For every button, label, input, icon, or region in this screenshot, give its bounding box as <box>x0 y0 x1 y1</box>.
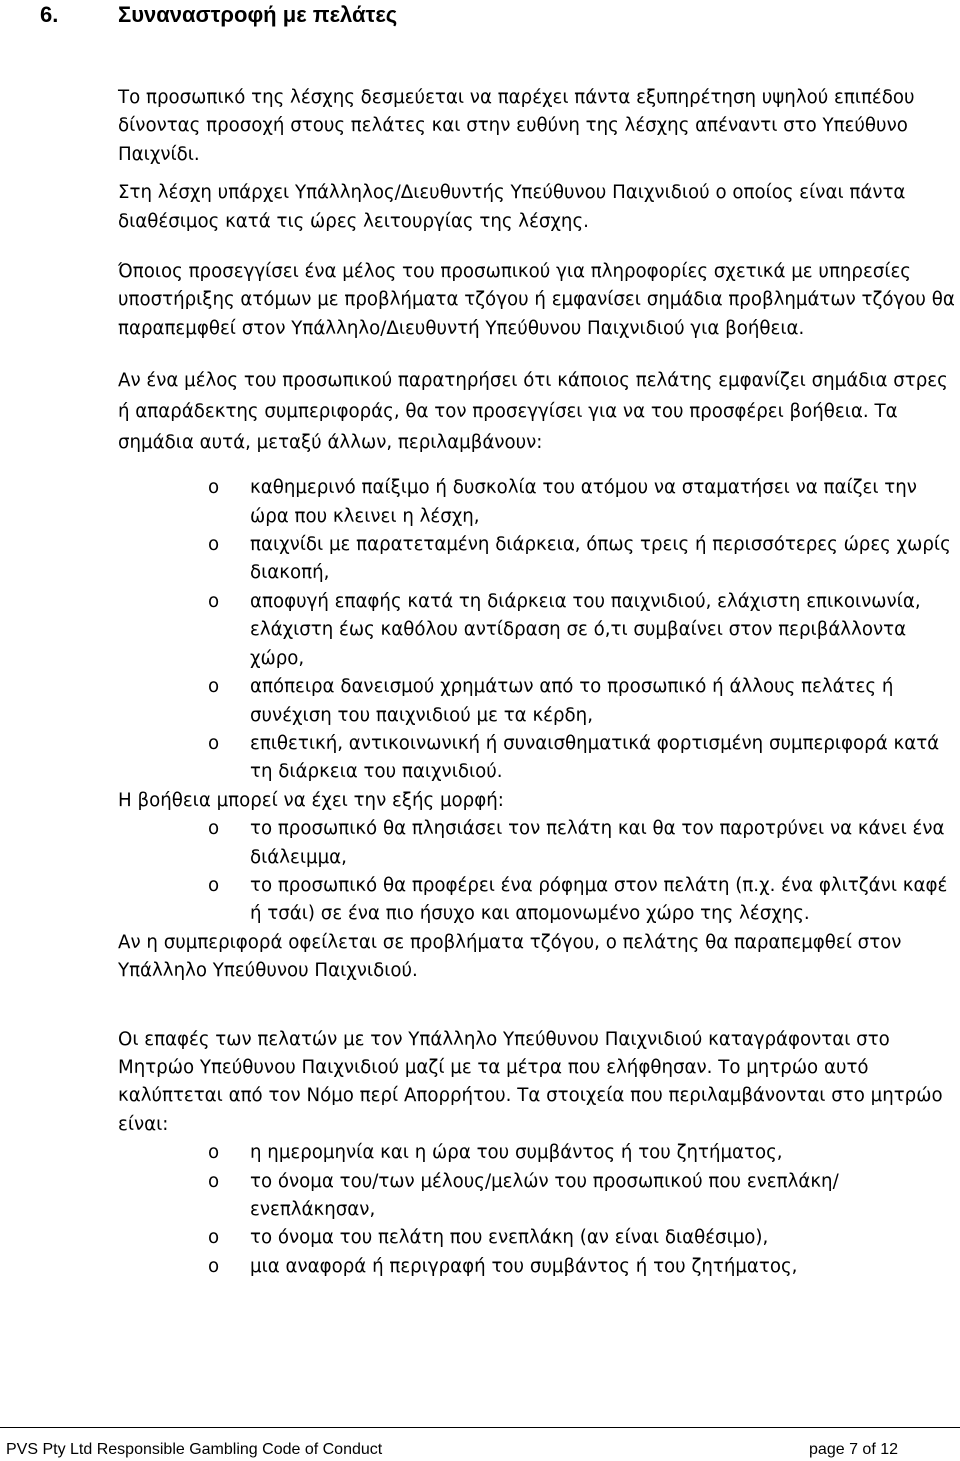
page-number: page 7 of 12 <box>809 1441 898 1458</box>
bullet-marker: o <box>208 732 220 754</box>
bullet-marker: o <box>208 1142 220 1164</box>
list-item-text: η ημερομηνία και η ώρα του συμβάντος ή του ζητήματος, <box>250 1142 783 1164</box>
list-item <box>118 474 956 531</box>
list-item <box>118 673 956 730</box>
list-item-text: το προσωπικό θα προφέρει ένα ρόφημα στον πελάτη (π.χ. ένα φλιτζάνι καφέ ή τσάι) σε ένα πιο ήσυχο και απομονωμένο χώρο της λέσχης. <box>250 874 948 925</box>
list-item <box>118 1253 956 1281</box>
section-heading <box>40 0 397 30</box>
paragraph: Στη λέσχη υπάρχει Υπάλληλος/Διευθυντής Υπεύθυνου Παιχνιδιού ο οποίος είναι πάντα διαθέσιμος κατά τις ώρες λειτουργίας της λέσχης. <box>118 182 906 232</box>
list-item-text: το προσωπικό θα πλησιάσει τον πελάτη και θα τον παροτρύνει να κάνει ένα διάλειμμα, <box>250 818 945 868</box>
list-item <box>118 531 956 588</box>
bullet-marker: o <box>208 534 220 556</box>
list-item-text: το όνομα του/των μέλους/μελών του προσωπικού που ενεπλάκη/ενεπλάκησαν, <box>250 1170 839 1220</box>
bullet-marker: o <box>208 477 220 499</box>
list-item <box>118 815 956 872</box>
list-item-text: μια αναφορά ή περιγραφή του συμβάντος ή του ζητήματος, <box>250 1255 798 1277</box>
list-item <box>118 872 956 929</box>
list-item-text: επιθετική, αντικοινωνική ή συναισθηματικά φορτισμένη συμπεριφορά κατά τη διάρκεια του παιχνιδιού. <box>250 732 940 783</box>
paragraph: Όποιος προσεγγίσει ένα μέλος του προσωπικού για πληροφορίες σχετικά με υπηρεσίες υποστήριξης ατόμων με προβλήματα τζόγου ή εμφανίσει σημάδια προβλημάτων τζόγου θα παραπεμφθεί στον Υπάλληλο/Διευθυντή Υπεύθυνου Παιχνιδιού για βοήθεια. <box>118 261 955 339</box>
register-list <box>118 1139 956 1281</box>
document-body <box>118 84 956 1281</box>
list-item-text: αποφυγή επαφής κατά τη διάρκεια του παιχνιδιού, ελάχιστη επικοινωνία, ελάχιστη έως καθόλου αντίδραση σε ό,τι συμβαίνει στον περιβάλλοντα χώρο, <box>250 590 921 669</box>
list-item <box>118 1139 956 1167</box>
footer-title: PVS Pty Ltd Responsible Gambling Code of Conduct <box>6 1441 383 1458</box>
paragraph: Οι επαφές των πελατών με τον Υπάλληλο Υπεύθυνου Παιχνιδιού καταγράφονται στο Μητρώο Υπεύθυνου Παιχνιδιού μαζί με τα μέτρα που ελήφθησαν. Το μητρώο αυτό καλύπτεται από τον Νόμο περί Απορρήτου. Τα στοιχεία που περιλαμβάνονται στο μητρώο είναι: <box>118 1028 943 1135</box>
list-item-text: απόπειρα δανεισμού χρημάτων από το προσωπικό ή άλλους πελάτες ή συνέχιση του παιχνιδιού με τα κέρδη, <box>250 676 894 726</box>
bullet-marker: o <box>208 874 220 896</box>
footer-divider <box>0 1427 960 1428</box>
bullet-marker: o <box>208 1255 220 1277</box>
bullet-marker: o <box>208 818 220 840</box>
bullet-marker: o <box>208 590 220 612</box>
paragraph: Η βοήθεια μπορεί να έχει την εξής μορφή: <box>118 789 504 811</box>
paragraph: Το προσωπικό της λέσχης δεσμεύεται να παρέχει πάντα εξυπηρέτηση υψηλού επιπέδου δίνοντας προσοχή στους πελάτες και στην ευθύνη της λέσχης απέναντι στο Υπεύθυνο Παιχνίδι. <box>118 87 915 165</box>
section-title: Συναναστροφή με πελάτες <box>118 2 398 27</box>
bullet-marker: o <box>208 1170 220 1192</box>
list-item <box>118 1168 956 1225</box>
list-item-text: το όνομα του πελάτη που ενεπλάκη (αν είναι διαθέσιμο), <box>250 1227 769 1249</box>
signs-list <box>118 474 956 786</box>
list-item <box>118 1224 956 1252</box>
paragraph: Αν η συμπεριφορά οφείλεται σε προβλήματα τζόγου, ο πελάτης θα παραπεμφθεί στον Υπάλληλο Υπεύθυνου Παιχνιδιού. <box>118 931 902 982</box>
help-list <box>118 815 956 929</box>
bullet-marker: o <box>208 1227 220 1249</box>
list-item <box>118 588 956 673</box>
list-item-text: παιχνίδι με παρατεταμένη διάρκεια, όπως τρεις ή περισσότερες ώρες χωρίς διακοπή, <box>250 534 951 584</box>
paragraph: Αν ένα μέλος του προσωπικού παρατηρήσει ότι κάποιος πελάτης εμφανίζει σημάδια στρες ή απαράδεκτης συμπεριφοράς, θα τον προσεγγίσει για να του προσφέρει βοήθεια. Τα σημάδια αυτά, μεταξύ άλλων, περιλαμβάνουν: <box>118 370 948 454</box>
list-item-text: καθημερινό παίξιμο ή δυσκολία του ατόμου να σταματήσει να παίζει την ώρα που κλεινει η λέσχη, <box>250 477 917 527</box>
bullet-marker: o <box>208 676 220 698</box>
section-number: 6. <box>40 2 59 27</box>
list-item <box>118 730 956 787</box>
